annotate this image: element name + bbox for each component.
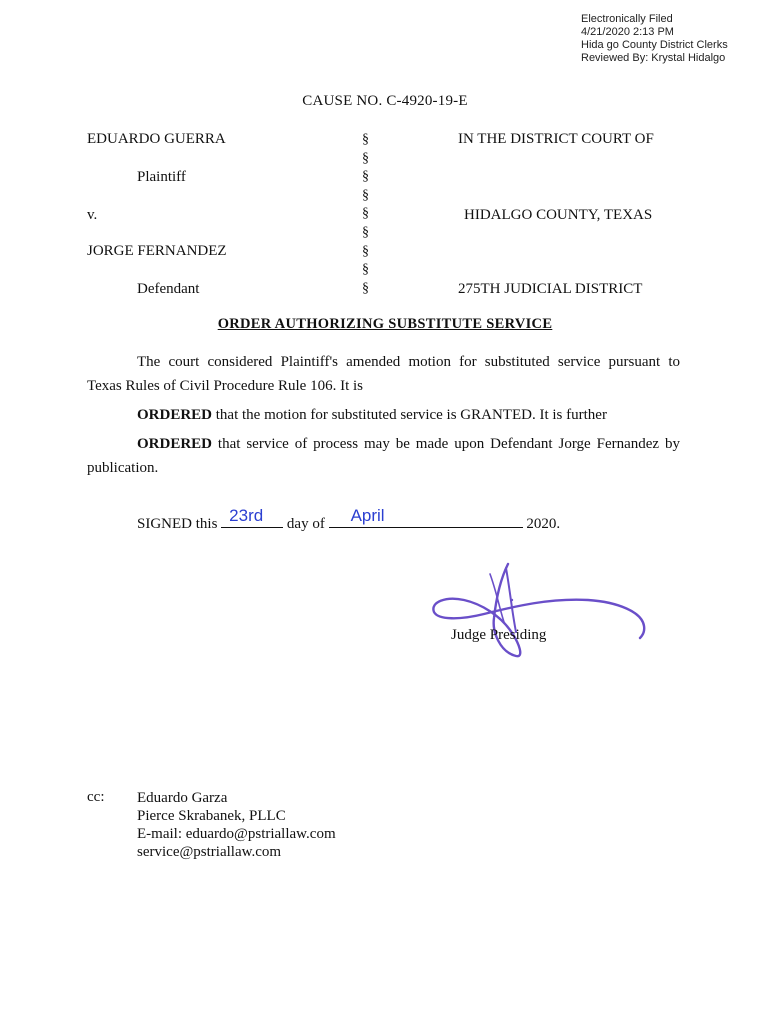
cc-recipient	[137, 789, 336, 861]
judge-signature	[420, 560, 650, 670]
ordered-label: ORDERED	[137, 407, 213, 423]
day-blank	[221, 506, 283, 528]
signed-prefix: SIGNED this	[137, 516, 218, 532]
cause-number: CAUSE NO. C-4920-19-E	[302, 93, 468, 109]
section-symbol: §	[362, 224, 369, 240]
section-symbol: §	[362, 206, 369, 222]
paragraph-2	[87, 405, 680, 425]
section-symbol: §	[362, 187, 369, 203]
order-title: ORDER AUTHORIZING SUBSTITUTE SERVICE	[217, 316, 553, 332]
paragraph-1-line-2: Texas Rules of Civil Procedure Rule 106. It is	[87, 378, 363, 394]
court-line-3: 275TH JUDICIAL DISTRICT	[458, 281, 643, 297]
paragraph-3-line-1	[87, 434, 680, 454]
paragraph-3-line-2: publication.	[87, 460, 159, 476]
section-symbol: §	[362, 150, 369, 166]
day-value: 23rd	[229, 506, 264, 525]
section-symbol: §	[362, 280, 369, 296]
paragraph-3-text: that service of process may be made upon Defendant Jorge Fernandez by	[212, 436, 680, 452]
paragraph-2-text: that the motion for substituted service is GRANTED. It is further	[212, 407, 607, 423]
electronic-filing-stamp	[581, 13, 728, 65]
defendant-role: Defendant	[137, 281, 200, 297]
versus-label: v.	[87, 207, 98, 223]
defendant-name: JORGE FERNANDEZ	[87, 243, 227, 259]
court-line-1: IN THE DISTRICT COURT OF	[458, 131, 654, 147]
month-blank	[329, 506, 523, 528]
signed-line	[137, 506, 561, 533]
cc-service-email: service@pstriallaw.com	[137, 844, 282, 860]
case-caption	[0, 131, 770, 301]
cc-email: E-mail: eduardo@pstriallaw.com	[137, 826, 336, 842]
court-line-2: HIDALGO COUNTY, TEXAS	[464, 207, 653, 223]
cc-firm: Pierce Skrabanek, PLLC	[137, 808, 286, 824]
month-value: April	[350, 506, 385, 525]
section-symbol: §	[362, 243, 369, 259]
day-of-label: day of	[286, 516, 325, 532]
cc-label: cc:	[87, 789, 105, 805]
stamp-line-clerk: Hida go County District Clerks	[581, 39, 728, 51]
paragraph-1-text: The court considered Plaintiff's amended motion for substituted service pursuant to	[137, 354, 680, 370]
stamp-line-reviewer: Reviewed By: Krystal Hidalgo	[581, 52, 726, 64]
section-symbol: §	[362, 262, 369, 278]
paragraph-1-line-1	[87, 352, 680, 372]
ordered-label: ORDERED	[137, 436, 213, 452]
cc-name: Eduardo Garza	[137, 790, 228, 806]
section-symbol-column	[362, 131, 369, 298]
plaintiff-role: Plaintiff	[137, 169, 186, 185]
plaintiff-name: EDUARDO GUERRA	[87, 131, 226, 147]
stamp-line-datetime: 4/21/2020 2:13 PM	[581, 26, 674, 38]
section-symbol: §	[362, 132, 369, 147]
stamp-line-filed: Electronically Filed	[581, 13, 673, 25]
judge-presiding-label: Judge Presiding	[451, 627, 547, 643]
section-symbol: §	[362, 169, 369, 185]
year-label: 2020.	[526, 516, 561, 532]
